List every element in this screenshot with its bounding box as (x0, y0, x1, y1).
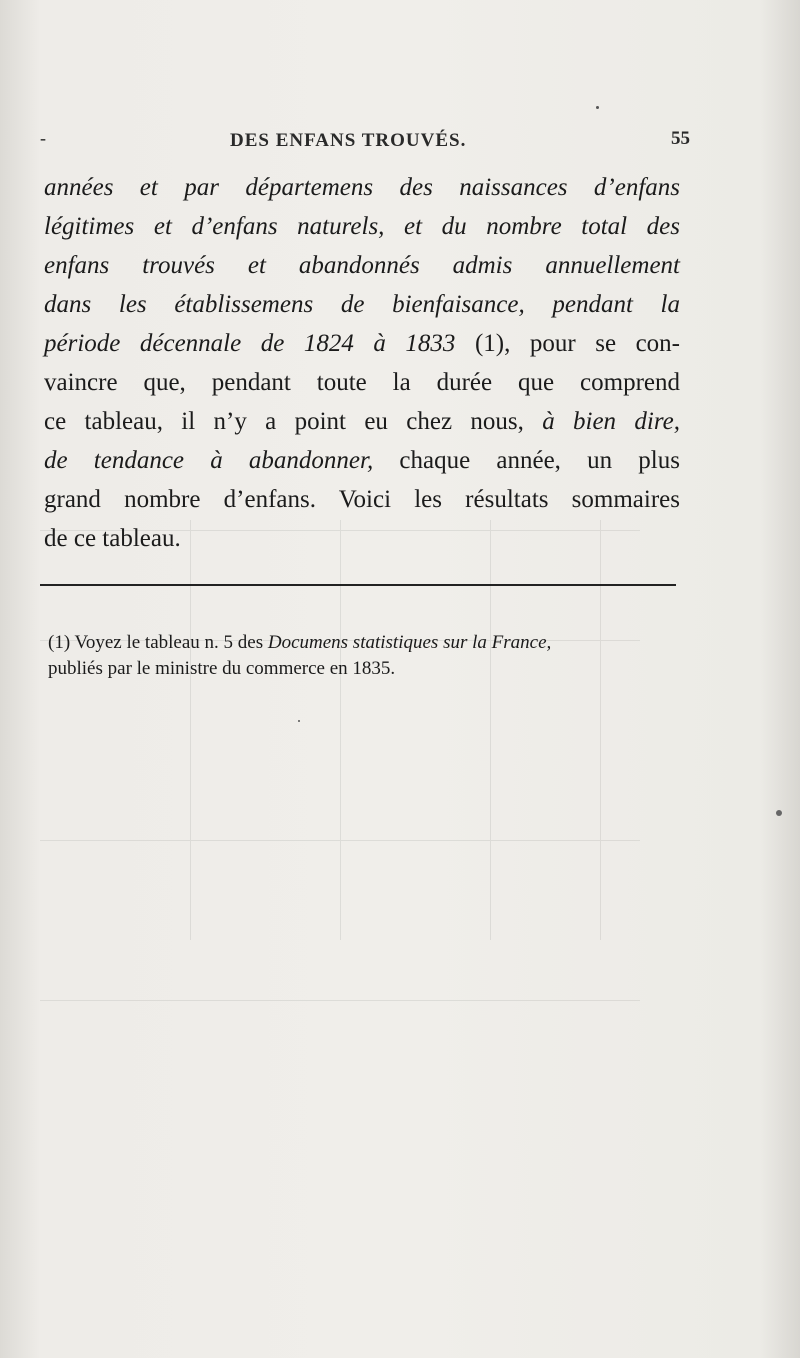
text-run: grand nombre d’enfans. Voici les résultats sommaires (44, 486, 680, 513)
footnote-rule (40, 584, 676, 586)
italic-text: années et par départemens des naissances d’enfans (44, 174, 680, 201)
text-run: de ce tableau. (44, 525, 181, 552)
footnote-line (48, 630, 678, 656)
text-line (44, 441, 680, 480)
text-run: publiés par le ministre du commerce en 1835. (48, 658, 396, 679)
text-line (44, 363, 680, 402)
text-line (44, 285, 680, 324)
italic-text: de tendance à abandonner, (44, 447, 400, 474)
text-line (44, 402, 680, 441)
italic-text: à bien dire, (542, 408, 680, 435)
paper-speck (596, 106, 599, 109)
text-run: vaincre que, pendant toute la durée que comprend (44, 369, 680, 396)
footnote-line (48, 656, 678, 682)
running-title: DES ENFANS TROUVÉS. (230, 130, 467, 151)
italic-text: période décennale de 1824 à 1833 (44, 330, 475, 357)
text-line (44, 246, 680, 285)
italic-text: enfans trouvés et abandonnés admis annuellement (44, 252, 680, 279)
italic-text: dans les établissemens de bienfaisance, pendant la (44, 291, 680, 318)
paper-speck (776, 810, 782, 816)
footnote (48, 630, 678, 682)
running-head (40, 128, 690, 158)
text-run: chaque année, un plus (399, 447, 680, 474)
italic-text: légitimes et d’enfans naturels, et du nombre total des (44, 213, 680, 240)
italic-text: Documens statistiques sur la France, (267, 632, 552, 653)
text-line (44, 207, 680, 246)
header-dash: - (40, 128, 46, 148)
text-line (44, 480, 680, 519)
text-run: (1), pour se con- (474, 330, 680, 357)
text-run: (1) Voyez le tableau n. 5 des (48, 632, 268, 653)
paper-speck (298, 720, 300, 722)
text-run: ce tableau, il n’y a point eu chez nous, (44, 408, 543, 435)
body-paragraph (44, 168, 680, 558)
text-line (44, 324, 680, 363)
page-number: 55 (671, 128, 690, 149)
text-line (44, 168, 680, 207)
text-line (44, 519, 680, 558)
